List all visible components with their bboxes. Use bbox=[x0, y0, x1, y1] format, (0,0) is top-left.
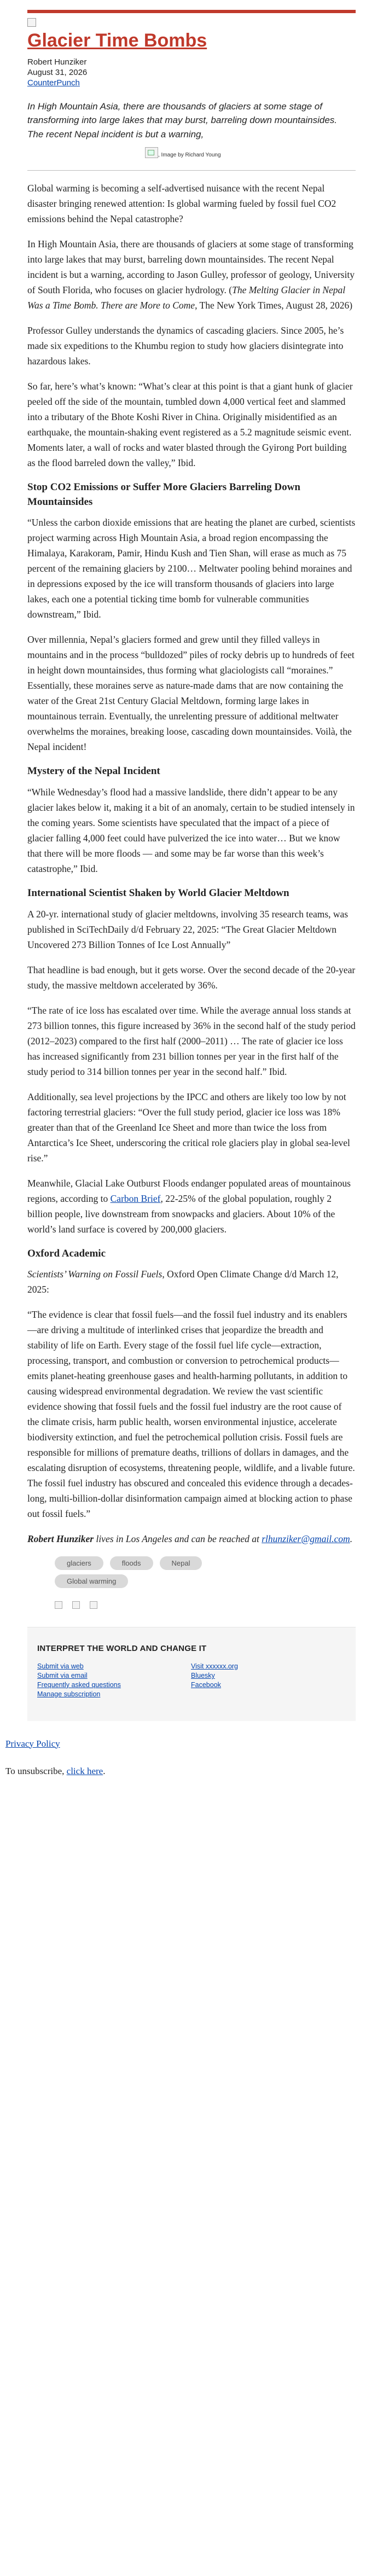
paragraph: Global warming is becoming a self-advertised nuisance with the recent Nepal disaster bringing renewed attention: Is global warming fueled by fossil fuel CO2 emissions behind the Nepal catastrophe? bbox=[27, 183, 336, 225]
publication-link[interactable]: CounterPunch bbox=[27, 78, 80, 88]
paragraph: “The evidence is clear that fossil fuels—and the fossil fuel industry and its enablers—are driving a multitude of interlinked crises that jeopardize the breadth and stability of life on Earth. Every stage of the fossil fuel life cycle—extraction, processing, transport, and combustion or conversion to petrochemical products—emits planet-heating greenhouse gases and health-harming pollutants, in addition to causing widespread environmental degradation. We review the vast scientific evidence showing that fossil fuels and the fossil fuel industry are the root cause of the climate crisis, harm public health, worsen environmental injustice, accelerate biodiversity extinction, and fuel the petrochemical pollution crisis. Fossil fuels are responsible for millions of premature deaths, trillions of dollars in damages, and the escalating disruption of ecosystems, threatening people, wildlife, and a livable future. The fossil fuel industry has obscured and concealed this evidence through a decades-long, multi-billion-dollar disinformation campaign aimed at blocking action to phase out fossil fuels.” bbox=[27, 1309, 355, 1520]
paragraph: “The rate of ice loss has escalated over time. While the average annual loss stands at 273 billion tonnes, this figure increased by 36% in the second half of the study period (2012–2023) compared to the first half (2000–2011) … The rate of glacier ice loss has increased significantly from 231 billion tonnes per year in the first half of the study period to 314 billion tonnes per year in the second half.” Ibid. bbox=[27, 1004, 356, 1077]
submit-email-link[interactable]: Submit via email bbox=[37, 1671, 88, 1679]
submit-web-link[interactable]: Submit via web bbox=[37, 1662, 84, 1671]
unsubscribe-text: To unsubscribe, bbox=[5, 1765, 67, 1776]
paragraph: “While Wednesday’s flood had a massive landslide, there didn’t appear to be any glacier lakes below it, making it a bit of an anomaly, certain to be studied intensely in the coming years. Some scientists have speculated that the impact of a piece of glacier falling 4,000 feet could have pulverized the ice into water… But we know that there will be more floods — and some may be far worse than this week’s catastrophe,” Ibid. bbox=[27, 786, 355, 874]
paragraph: “Unless the carbon dioxide emissions that are heating the planet are curbed, scientists project warming across High Mountain Asia, a broad region encompassing the Himalaya, Karakoram, Pamir, Hindu Kush and Tien Shan, will erase as much as 75 percent of the remaining glaciers by 2100… Meltwater pooling behind moraines and in depressions exposed by the ice will transform thousands of glaciers into large lakes, each one a potential ticking time bomb for vulnerable communities downstream,” Ibid. bbox=[27, 517, 356, 620]
share-buttons bbox=[27, 1601, 356, 1612]
share-email-icon[interactable] bbox=[90, 1601, 97, 1609]
author-name: Robert Hunziker bbox=[27, 57, 87, 67]
share-facebook-icon[interactable] bbox=[55, 1601, 62, 1609]
publish-date: August 31, 2026 bbox=[27, 68, 88, 78]
bio-text: . bbox=[350, 1533, 353, 1545]
paragraph bbox=[27, 1266, 356, 1297]
author-bio bbox=[27, 1531, 356, 1546]
faq-link[interactable]: Frequently asked questions bbox=[37, 1680, 121, 1689]
paragraph: In High Mountain Asia, there are thousands of glaciers at some stage of transforming into large lakes that may burst, barreling down mountainsides. The recent Nepal incident is but a warning, according to Jason Gulley, professor of geology, University of South Florida, who focuses on glacier hydrology. (The Melting Glacier in Nepal Was a Time Bomb. There are More to Come, The New York Times, August 28, 2026) bbox=[27, 239, 355, 311]
unsubscribe-line bbox=[5, 1766, 383, 1777]
email-legal-footer bbox=[0, 1738, 383, 1777]
paragraph-text: , 22-25% of the global population, roughly 2 billion people, live downstream from snowpacks and glaciers. About 10% of the world’s land surface is covered by 200,000 glaciers. bbox=[27, 1193, 335, 1235]
paragraph bbox=[27, 1176, 356, 1237]
source-title: Scientists’ Warning on Fossil Fuels bbox=[27, 1269, 163, 1280]
footer-heading: INTERPRET THE WORLD AND CHANGE IT bbox=[37, 1644, 207, 1654]
section-heading: Stop CO2 Emissions or Suffer More Glaciers Barreling Down Mountainsides bbox=[27, 481, 300, 508]
broken-image-icon bbox=[145, 147, 158, 158]
unsubscribe-link[interactable]: click here bbox=[66, 1765, 103, 1776]
author-email-link[interactable]: rlhunziker@gmail.com bbox=[262, 1533, 350, 1545]
paragraph: Additionally, sea level projections by the IPCC and others are likely too low by not factoring terrestrial glaciers: “Over the full study period, glacier ice loss was 18% greater than that of the Greenland Ice Sheet and more than twice the loss from Antarctica’s Ice Sheet, underscoring the critical role glaciers play in global sea-level rise.” bbox=[27, 1091, 350, 1164]
header-rule bbox=[27, 10, 356, 13]
footer-right-column bbox=[191, 1662, 345, 1699]
tag-global-warming[interactable]: Global warming bbox=[55, 1574, 128, 1588]
section-heading: International Scientist Shaken by World Glacier Meltdown bbox=[27, 887, 289, 899]
hero-image-block bbox=[27, 147, 356, 158]
newsletter-footer bbox=[27, 1627, 356, 1721]
logo-image-icon bbox=[27, 18, 36, 27]
paragraph: That headline is bad enough, but it gets worse. Over the second decade of the 20-year study, the massive meltdown accelerated by 36%. bbox=[27, 964, 356, 991]
section-heading: Mystery of the Nepal Incident bbox=[27, 765, 160, 777]
paragraph-text: , Oxford Open Climate Change d/d March 12, 2025: bbox=[27, 1269, 339, 1295]
byline bbox=[27, 57, 356, 88]
paragraph: So far, here’s what’s known: “What’s clear at this point is that a giant hunk of glacier peeled off the side of the mountain, tumbled down 4,000 vertical feet and slammed into a tributary of the Bhote Koshi River in China. Originally misidentified as an earthquake, the mountain-shaking event registered as a 5.2 magnitude seismic event. Moments later, a wall of rocks and water blasted through the Gyirong Port building as the flood barreled down the valley,” Ibid. bbox=[27, 381, 353, 469]
paragraph: A 20-yr. international study of glacier meltdowns, involving 35 research teams, was published in SciTechDaily d/d February 22, 2025: “The Great Glacier Meltdown Uncovered 273 Billion Tonnes of Ice Lost Annually” bbox=[27, 908, 349, 950]
manage-subscription-link[interactable]: Manage subscription bbox=[37, 1690, 101, 1698]
tag-nepal[interactable]: Nepal bbox=[160, 1556, 202, 1570]
bio-text: lives in Los Angeles and can be reached at bbox=[94, 1533, 262, 1545]
image-caption: , Image by Richard Young bbox=[158, 152, 221, 159]
article-excerpt: In High Mountain Asia, there are thousands of glaciers at some stage of transforming into large lakes that may burst, barreling down mountainsides. The recent Nepal incident is but a warning, bbox=[27, 101, 338, 139]
article-container bbox=[27, 0, 356, 1721]
tag-floods[interactable]: floods bbox=[110, 1556, 153, 1570]
unsubscribe-text: . bbox=[103, 1765, 106, 1776]
share-twitter-icon[interactable] bbox=[72, 1601, 80, 1609]
paragraph: Over millennia, Nepal’s glaciers formed and grew until they filled valleys in mountains and in the process “bulldozed” piles of rocky debris up to hundreds of feet in height down mountainsides, thus forming what glaciologists call “moraines.” Essentially, these moraines serve as nature-made dams that are now containing the water of the Great 21st Century Glacial Meltdown, forming large lakes in mountainous terrain. Eventually, the unrelenting pressure of additional meltwater overwhelms the moraines, breaking loose, cascading down mountainsides. Voilà, the Nepal incident! bbox=[27, 634, 355, 753]
footer-columns bbox=[37, 1662, 345, 1699]
facebook-link[interactable]: Facebook bbox=[191, 1680, 221, 1689]
tag-list bbox=[27, 1556, 356, 1592]
section-heading: Oxford Academic bbox=[27, 1247, 106, 1259]
paragraph-text: Meanwhile, Glacial Lake Outburst Floods endanger populated areas of mountainous regions, according to bbox=[27, 1177, 351, 1204]
privacy-policy-link[interactable]: Privacy Policy bbox=[5, 1738, 60, 1749]
divider bbox=[27, 170, 356, 171]
bluesky-link[interactable]: Bluesky bbox=[191, 1671, 215, 1679]
article-body bbox=[27, 181, 356, 1546]
paragraph: Professor Gulley understands the dynamics of cascading glaciers. Since 2005, he’s made six expeditions to the Khumbu region to study how glaciers disintegrate into hazardous lakes. bbox=[27, 325, 344, 367]
bio-author-name: Robert Hunziker bbox=[27, 1533, 94, 1545]
footer-left-column bbox=[37, 1662, 191, 1699]
tag-glaciers[interactable]: glaciers bbox=[55, 1556, 103, 1570]
visit-site-link[interactable]: Visit xxxxxx.org bbox=[191, 1662, 238, 1671]
article-title[interactable]: Glacier Time Bombs bbox=[27, 30, 207, 51]
carbon-brief-link[interactable]: Carbon Brief bbox=[110, 1193, 161, 1204]
